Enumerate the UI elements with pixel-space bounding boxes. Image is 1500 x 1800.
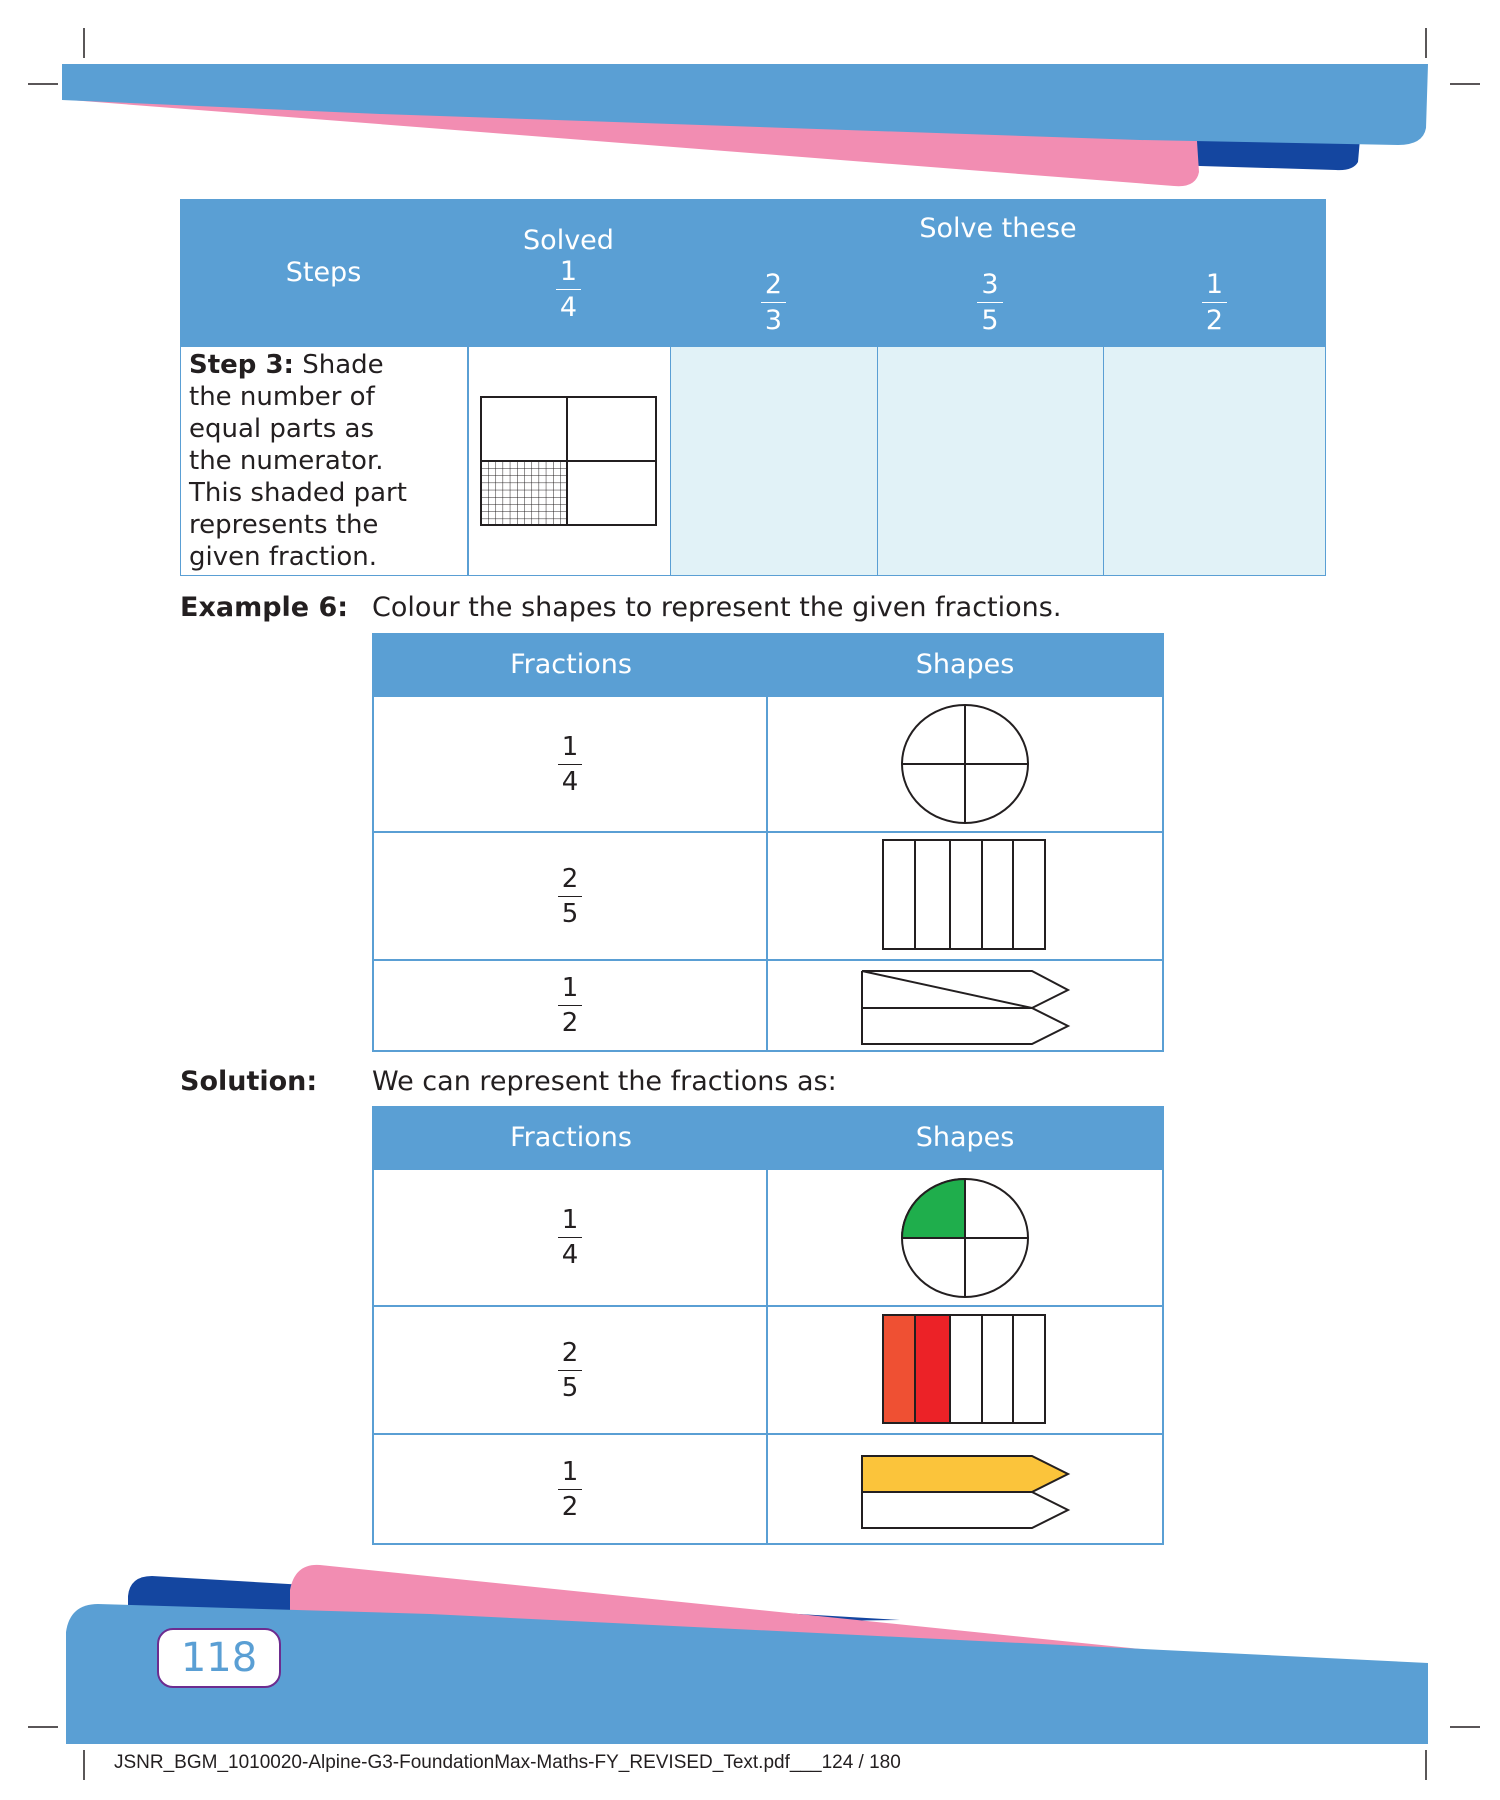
fraction-cell [374, 1307, 768, 1433]
fraction: $\frac{1}{4}$ [558, 1207, 583, 1268]
fraction-cell [374, 961, 768, 1050]
example-label: Example 6: [180, 592, 349, 623]
shapes-header: Shapes [915, 649, 1015, 680]
solution-label: Solution: [180, 1066, 318, 1097]
solved-fraction: $\frac{1}{4}$ [556, 258, 581, 321]
page-number: 118 [180, 1635, 258, 1681]
step-line: the numerator. [189, 446, 384, 476]
answer-cell-three-fifths[interactable] [877, 346, 1105, 576]
answer-cell-one-half[interactable] [1103, 346, 1326, 576]
step-line: given fraction. [189, 542, 377, 572]
step-table-header [180, 199, 1326, 346]
step-description-cell [180, 346, 469, 576]
example-table [372, 633, 1164, 1052]
fraction-cell [374, 1170, 768, 1305]
example-instruction: Colour the shapes to represent the given fractions. [372, 592, 1062, 623]
fraction-two-thirds: $\frac{2}{3}$ [761, 271, 786, 334]
solve-these-header: Solve these [919, 213, 1077, 244]
solution-table-header [374, 1108, 1162, 1168]
fraction-cell [374, 833, 768, 959]
fraction: $\frac{1}{2}$ [558, 1459, 583, 1520]
table-row [374, 1168, 1162, 1305]
table-row [374, 695, 1162, 831]
rectangle-quarter-shaded-icon [468, 347, 673, 577]
step-table [180, 199, 1326, 578]
fractions-header: Fractions [510, 1122, 632, 1153]
rectangle-fifths-icon[interactable] [768, 833, 1162, 959]
step-table-body [180, 346, 1326, 578]
table-row [374, 1305, 1162, 1433]
step-line: represents the [189, 510, 379, 540]
fractions-header: Fractions [510, 649, 632, 680]
arrow-halves-icon[interactable] [768, 961, 1162, 1050]
shape-cell [768, 833, 1162, 959]
example-table-header [374, 635, 1162, 695]
shape-cell [768, 961, 1162, 1050]
shapes-header: Shapes [915, 1122, 1015, 1153]
table-row [374, 1433, 1162, 1543]
fraction-cell [374, 697, 768, 831]
circle-quarters-icon[interactable] [768, 697, 1162, 831]
solution-text: We can represent the fractions as: [372, 1066, 837, 1097]
shape-cell [768, 697, 1162, 831]
footer-filename: JSNR_BGM_1010020-Alpine-G3-FoundationMax-Maths-FY_REVISED_Text.pdf___124 / 180 [114, 1752, 901, 1773]
step-line: Shade [302, 350, 384, 380]
step-line: This shaded part [189, 478, 407, 508]
fraction-three-fifths: $\frac{3}{5}$ [977, 271, 1002, 334]
table-row [374, 831, 1162, 959]
fraction: $\frac{2}{5}$ [558, 1340, 583, 1401]
fraction: $\frac{1}{4}$ [558, 734, 583, 795]
shape-cell [768, 1435, 1162, 1543]
answer-cell-two-thirds[interactable] [670, 346, 879, 576]
solution-table [372, 1106, 1164, 1545]
step-label: Step 3: [189, 350, 294, 380]
fraction: $\frac{1}{2}$ [558, 975, 583, 1036]
fraction: $\frac{2}{5}$ [558, 866, 583, 927]
shape-cell [768, 1170, 1162, 1305]
rectangle-two-fifths-shaded-icon [768, 1307, 1162, 1433]
arrow-one-half-shaded-icon [768, 1435, 1162, 1543]
step-line: equal parts as [189, 414, 375, 444]
circle-one-quarter-shaded-icon [768, 1170, 1162, 1305]
solved-header: Solved [523, 225, 614, 256]
step-line: the number of [189, 382, 375, 412]
steps-header: Steps [285, 257, 362, 288]
fraction-one-half: $\frac{1}{2}$ [1202, 271, 1227, 334]
solved-shape-cell [467, 346, 672, 576]
table-row [374, 959, 1162, 1050]
shape-cell [768, 1307, 1162, 1433]
fraction-cell [374, 1435, 768, 1543]
page-number-badge [157, 1628, 281, 1688]
